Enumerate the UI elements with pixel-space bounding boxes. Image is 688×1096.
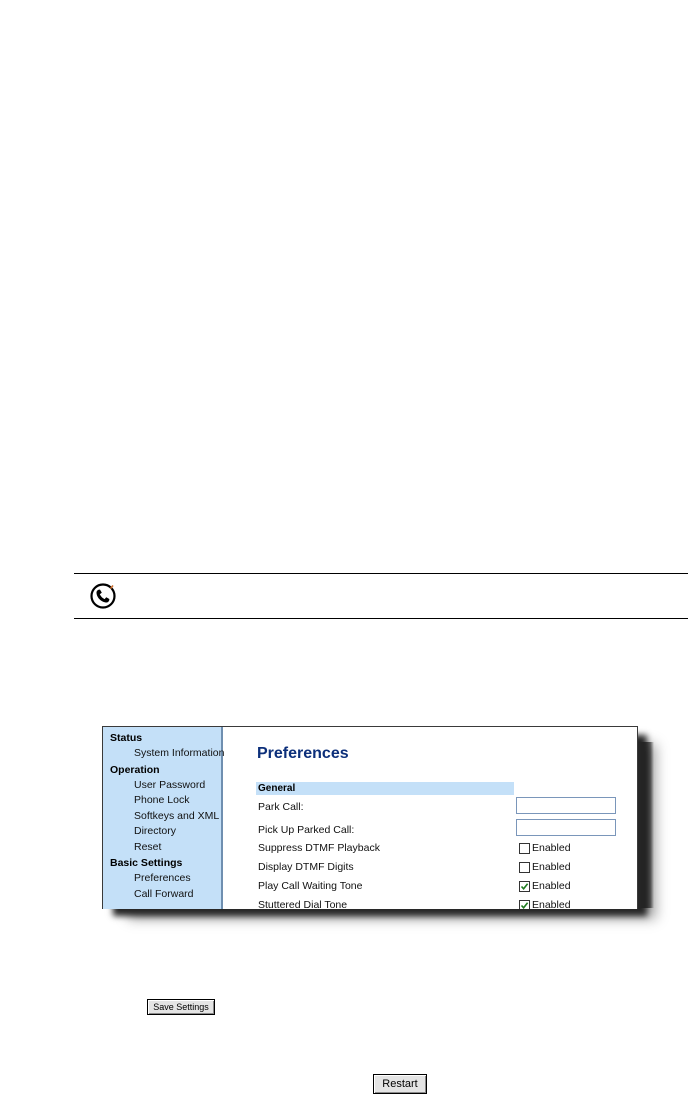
sidebar-item-system-information[interactable]: System Information <box>134 747 225 759</box>
call-waiting-tone-option-label: Enabled <box>532 880 571 892</box>
pickup-parked-call-label: Pick Up Parked Call: <box>258 824 355 836</box>
stuttered-dial-tone-label: Stuttered Dial Tone <box>258 899 348 909</box>
checkmark-icon <box>520 882 529 891</box>
display-dtmf-label: Display DTMF Digits <box>258 861 354 873</box>
call-waiting-tone-label: Play Call Waiting Tone <box>258 880 363 892</box>
display-dtmf-checkbox[interactable] <box>519 862 530 873</box>
stuttered-dial-tone-option-label: Enabled <box>532 899 571 909</box>
sidebar-heading-status: Status <box>110 732 143 744</box>
sidebar-item-phone-lock[interactable]: Phone Lock <box>134 794 190 806</box>
save-settings-button[interactable]: Save Settings <box>147 999 215 1015</box>
sidebar-item-preferences[interactable]: Preferences <box>134 872 191 884</box>
sidebar-heading-operation: Operation <box>110 764 160 776</box>
stuttered-dial-tone-checkbox[interactable] <box>519 900 530 909</box>
phone-globe-icon <box>90 583 116 609</box>
screenshot-shadow <box>636 742 654 908</box>
call-waiting-tone-checkbox[interactable] <box>519 881 530 892</box>
restart-button[interactable]: Restart <box>373 1074 427 1094</box>
sidebar-item-call-forward[interactable]: Call Forward <box>134 888 194 900</box>
checkmark-icon <box>520 901 529 909</box>
suppress-dtmf-label: Suppress DTMF Playback <box>258 842 380 854</box>
sidebar <box>103 727 223 909</box>
note-bottom-rule <box>74 618 688 619</box>
sidebar-item-softkeys-xml[interactable]: Softkeys and XML <box>134 810 220 822</box>
note-top-rule <box>74 573 688 574</box>
suppress-dtmf-option-label: Enabled <box>532 842 571 854</box>
sidebar-item-reset[interactable]: Reset <box>134 841 162 853</box>
sidebar-item-user-password[interactable]: User Password <box>134 779 206 791</box>
web-ui-screenshot <box>102 726 638 909</box>
suppress-dtmf-checkbox[interactable] <box>519 843 530 854</box>
display-dtmf-option-label: Enabled <box>532 861 571 873</box>
sidebar-item-directory[interactable]: Directory <box>134 825 177 837</box>
park-call-label: Park Call: <box>258 801 304 813</box>
section-header-label: General <box>258 783 296 794</box>
pickup-parked-call-input[interactable] <box>516 819 616 836</box>
section-header-general <box>256 782 514 795</box>
sidebar-heading-basic-settings: Basic Settings <box>110 857 183 869</box>
page-title: Preferences <box>257 745 349 762</box>
park-call-input[interactable] <box>516 797 616 814</box>
